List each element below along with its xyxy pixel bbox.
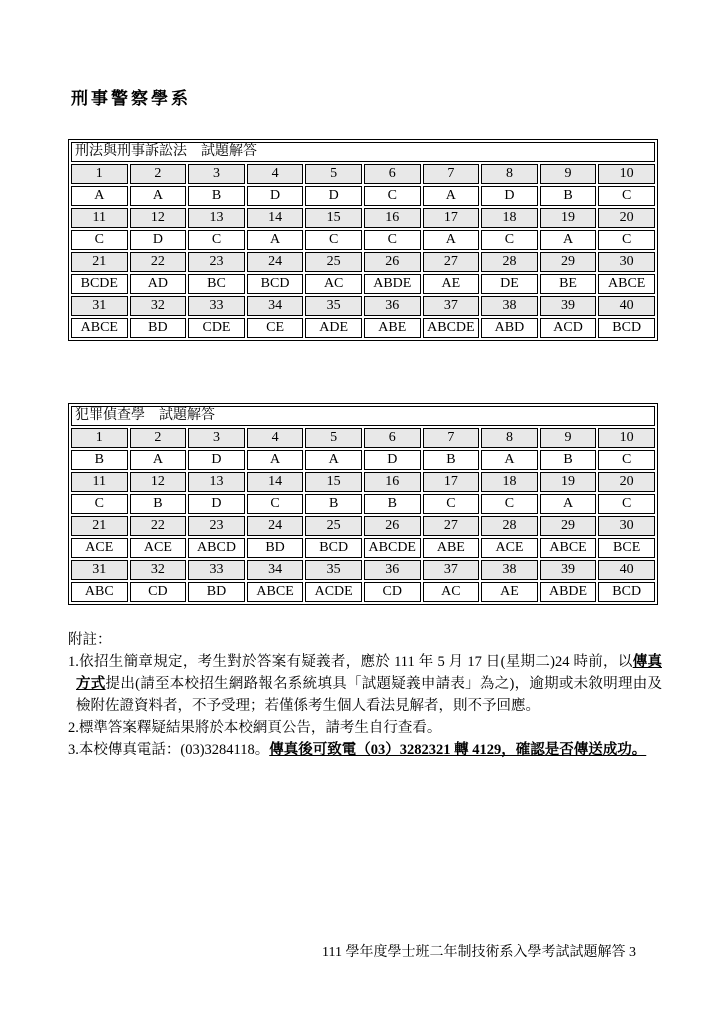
note-3-text: 本校傳真電話：(03)3284118。 [78, 742, 270, 758]
question-number-cell: 32 [130, 296, 187, 316]
question-number-cell: 10 [598, 164, 655, 184]
question-number-cell: 13 [188, 472, 245, 492]
question-number-cell: 7 [423, 164, 480, 184]
answer-cell: C [305, 230, 362, 250]
note-item-1 [68, 651, 662, 717]
answer-cell: BD [188, 582, 245, 602]
answer-table-crime-investigation [68, 403, 658, 605]
answer-cell: BCD [305, 538, 362, 558]
question-number-cell: 2 [130, 164, 187, 184]
answer-cell: D [247, 186, 304, 206]
table-caption-row [71, 142, 655, 162]
answer-cell: C [423, 494, 480, 514]
answer-cell: BC [188, 274, 245, 294]
question-number-cell: 31 [71, 296, 128, 316]
answer-cell: C [481, 230, 538, 250]
question-number-cell: 27 [423, 516, 480, 536]
answer-cell: C [598, 186, 655, 206]
answer-cell: D [305, 186, 362, 206]
question-number-cell: 5 [305, 164, 362, 184]
answer-row [71, 450, 655, 470]
question-number-cell: 21 [71, 516, 128, 536]
question-number-cell: 19 [540, 208, 597, 228]
answer-cell: ABCD [188, 538, 245, 558]
answer-cell: A [423, 230, 480, 250]
answer-cell: A [247, 230, 304, 250]
question-number-cell: 17 [423, 472, 480, 492]
answer-cell: DE [481, 274, 538, 294]
question-number-cell: 33 [188, 560, 245, 580]
answer-cell: ABCE [71, 318, 128, 338]
note-1-number: 1. [68, 654, 79, 670]
answer-cell: C [364, 186, 421, 206]
question-number-row [71, 296, 655, 316]
answer-cell: A [481, 450, 538, 470]
answer-cell: ABC [71, 582, 128, 602]
answer-cell: B [71, 450, 128, 470]
note-1-emphasis: 傳真方式 [76, 654, 662, 692]
answer-cell: BD [130, 318, 187, 338]
question-number-cell: 9 [540, 428, 597, 448]
question-number-cell: 20 [598, 472, 655, 492]
question-number-cell: 34 [247, 296, 304, 316]
answer-cell: ACE [481, 538, 538, 558]
answer-cell: A [247, 450, 304, 470]
question-number-cell: 3 [188, 428, 245, 448]
answer-row [71, 494, 655, 514]
answer-cell: A [130, 186, 187, 206]
question-number-cell: 33 [188, 296, 245, 316]
question-number-row [71, 516, 655, 536]
answer-cell: BCD [247, 274, 304, 294]
question-number-cell: 11 [71, 472, 128, 492]
question-number-cell: 36 [364, 560, 421, 580]
question-number-cell: 4 [247, 428, 304, 448]
question-number-cell: 35 [305, 560, 362, 580]
answer-cell: AC [423, 582, 480, 602]
question-number-cell: 27 [423, 252, 480, 272]
answer-cell: B [130, 494, 187, 514]
answer-cell: ABDE [540, 582, 597, 602]
question-number-cell: 4 [247, 164, 304, 184]
question-number-cell: 32 [130, 560, 187, 580]
page-footer: 111 學年度學士班二年制技術系入學考試試題解答 3 [322, 945, 636, 960]
answer-cell: ABCDE [364, 538, 421, 558]
question-number-cell: 19 [540, 472, 597, 492]
answer-cell: ABCE [247, 582, 304, 602]
answer-cell: A [540, 494, 597, 514]
answer-cell: C [188, 230, 245, 250]
question-number-cell: 18 [481, 472, 538, 492]
answer-cell: BCE [598, 538, 655, 558]
answer-cell: B [188, 186, 245, 206]
answer-row [71, 274, 655, 294]
question-number-cell: 34 [247, 560, 304, 580]
question-number-cell: 25 [305, 516, 362, 536]
answer-cell: C [598, 450, 655, 470]
answer-cell: D [130, 230, 187, 250]
question-number-cell: 16 [364, 208, 421, 228]
question-number-cell: 14 [247, 208, 304, 228]
answer-row [71, 582, 655, 602]
question-number-cell: 12 [130, 472, 187, 492]
question-number-cell: 8 [481, 164, 538, 184]
answer-cell: BD [247, 538, 304, 558]
answer-cell: B [540, 186, 597, 206]
answer-cell: ACDE [305, 582, 362, 602]
answer-cell: CDE [188, 318, 245, 338]
answer-cell: C [71, 230, 128, 250]
answer-key-table [68, 403, 658, 605]
question-number-cell: 29 [540, 516, 597, 536]
answer-cell: ABE [423, 538, 480, 558]
note-1-text: 依招生簡章規定，考生對於答案有疑義者，應於 111 年 5 月 17 日(星期二)24 時前，以 [78, 654, 633, 670]
table-caption: 犯罪偵查學 試題解答 [71, 406, 655, 426]
question-number-cell: 28 [481, 252, 538, 272]
question-number-cell: 2 [130, 428, 187, 448]
answer-cell: ABD [481, 318, 538, 338]
question-number-cell: 15 [305, 472, 362, 492]
answer-cell: C [598, 494, 655, 514]
question-number-cell: 26 [364, 516, 421, 536]
answer-cell: B [540, 450, 597, 470]
answer-cell: BCD [598, 582, 655, 602]
answer-cell: ABCE [598, 274, 655, 294]
question-number-cell: 40 [598, 560, 655, 580]
question-number-cell: 8 [481, 428, 538, 448]
answer-cell: CE [247, 318, 304, 338]
question-number-cell: 14 [247, 472, 304, 492]
answer-cell: ACE [130, 538, 187, 558]
question-number-cell: 24 [247, 252, 304, 272]
question-number-cell: 29 [540, 252, 597, 272]
question-number-cell: 25 [305, 252, 362, 272]
question-number-cell: 9 [540, 164, 597, 184]
answer-cell: ABDE [364, 274, 421, 294]
question-number-cell: 30 [598, 516, 655, 536]
question-number-cell: 22 [130, 516, 187, 536]
question-number-cell: 6 [364, 164, 421, 184]
question-number-cell: 40 [598, 296, 655, 316]
answer-cell: D [188, 450, 245, 470]
answer-cell: D [364, 450, 421, 470]
answer-cell: B [364, 494, 421, 514]
answer-row [71, 318, 655, 338]
table-caption-row [71, 406, 655, 426]
answer-cell: B [305, 494, 362, 514]
answer-cell: ACE [71, 538, 128, 558]
question-number-row [71, 208, 655, 228]
question-number-cell: 35 [305, 296, 362, 316]
answer-cell: CD [364, 582, 421, 602]
note-1-text-cont: 提出(請至本校招生網路報名系統填具「試題疑義申請表」為之)，逾期或未敘明理由及檢附佐證資料者，不予受理；若僅係考生個人看法見解者，則不予回應。 [76, 676, 663, 714]
question-number-row [71, 252, 655, 272]
question-number-cell: 26 [364, 252, 421, 272]
answer-cell: C [247, 494, 304, 514]
answer-cell: A [130, 450, 187, 470]
question-number-cell: 20 [598, 208, 655, 228]
note-item-3 [68, 739, 662, 761]
question-number-cell: 38 [481, 296, 538, 316]
answer-cell: C [481, 494, 538, 514]
department-title: 刑事警察學系 [71, 89, 191, 108]
question-number-cell: 28 [481, 516, 538, 536]
answer-cell: B [423, 450, 480, 470]
answer-table-criminal-law [68, 139, 658, 341]
question-number-cell: 31 [71, 560, 128, 580]
answer-cell: AC [305, 274, 362, 294]
table-caption: 刑法與刑事訴訟法 試題解答 [71, 142, 655, 162]
note-item-2 [68, 717, 662, 739]
answer-cell: ABCDE [423, 318, 480, 338]
question-number-cell: 10 [598, 428, 655, 448]
question-number-cell: 6 [364, 428, 421, 448]
note-2-text: 標準答案釋疑結果將於本校網頁公告，請考生自行查看。 [78, 720, 442, 736]
answer-cell: BCDE [71, 274, 128, 294]
question-number-cell: 38 [481, 560, 538, 580]
answer-row [71, 230, 655, 250]
question-number-cell: 12 [130, 208, 187, 228]
notes-section [68, 629, 662, 761]
answer-cell: D [481, 186, 538, 206]
answer-cell: ABE [364, 318, 421, 338]
answer-cell: ACD [540, 318, 597, 338]
note-3-emphasis: 傳真後可致電（03）3282321 轉 4129，確認是否傳送成功。 [269, 742, 647, 758]
answer-cell: CD [130, 582, 187, 602]
answer-key-table [68, 139, 658, 341]
note-2-number: 2. [68, 720, 79, 736]
question-number-cell: 13 [188, 208, 245, 228]
question-number-row [71, 560, 655, 580]
answer-row [71, 538, 655, 558]
answer-cell: A [71, 186, 128, 206]
question-number-cell: 7 [423, 428, 480, 448]
answer-cell: D [188, 494, 245, 514]
question-number-cell: 11 [71, 208, 128, 228]
question-number-row [71, 164, 655, 184]
question-number-cell: 15 [305, 208, 362, 228]
answer-cell: AE [423, 274, 480, 294]
notes-heading: 附註： [68, 632, 112, 648]
question-number-cell: 22 [130, 252, 187, 272]
question-number-cell: 16 [364, 472, 421, 492]
answer-cell: A [423, 186, 480, 206]
answer-cell: BE [540, 274, 597, 294]
question-number-cell: 23 [188, 516, 245, 536]
answer-cell: ABCE [540, 538, 597, 558]
question-number-cell: 30 [598, 252, 655, 272]
question-number-cell: 39 [540, 560, 597, 580]
answer-cell: AE [481, 582, 538, 602]
question-number-cell: 36 [364, 296, 421, 316]
answer-cell: C [71, 494, 128, 514]
question-number-cell: 39 [540, 296, 597, 316]
question-number-row [71, 472, 655, 492]
question-number-cell: 23 [188, 252, 245, 272]
answer-cell: A [540, 230, 597, 250]
answer-cell: C [364, 230, 421, 250]
question-number-row [71, 428, 655, 448]
answer-cell: BCD [598, 318, 655, 338]
question-number-cell: 3 [188, 164, 245, 184]
note-3-number: 3. [68, 742, 79, 758]
question-number-cell: 24 [247, 516, 304, 536]
question-number-cell: 37 [423, 560, 480, 580]
question-number-cell: 17 [423, 208, 480, 228]
answer-cell: ADE [305, 318, 362, 338]
question-number-cell: 5 [305, 428, 362, 448]
question-number-cell: 21 [71, 252, 128, 272]
answer-cell: C [598, 230, 655, 250]
answer-cell: A [305, 450, 362, 470]
question-number-cell: 1 [71, 428, 128, 448]
question-number-cell: 18 [481, 208, 538, 228]
answer-row [71, 186, 655, 206]
answer-cell: AD [130, 274, 187, 294]
question-number-cell: 37 [423, 296, 480, 316]
question-number-cell: 1 [71, 164, 128, 184]
